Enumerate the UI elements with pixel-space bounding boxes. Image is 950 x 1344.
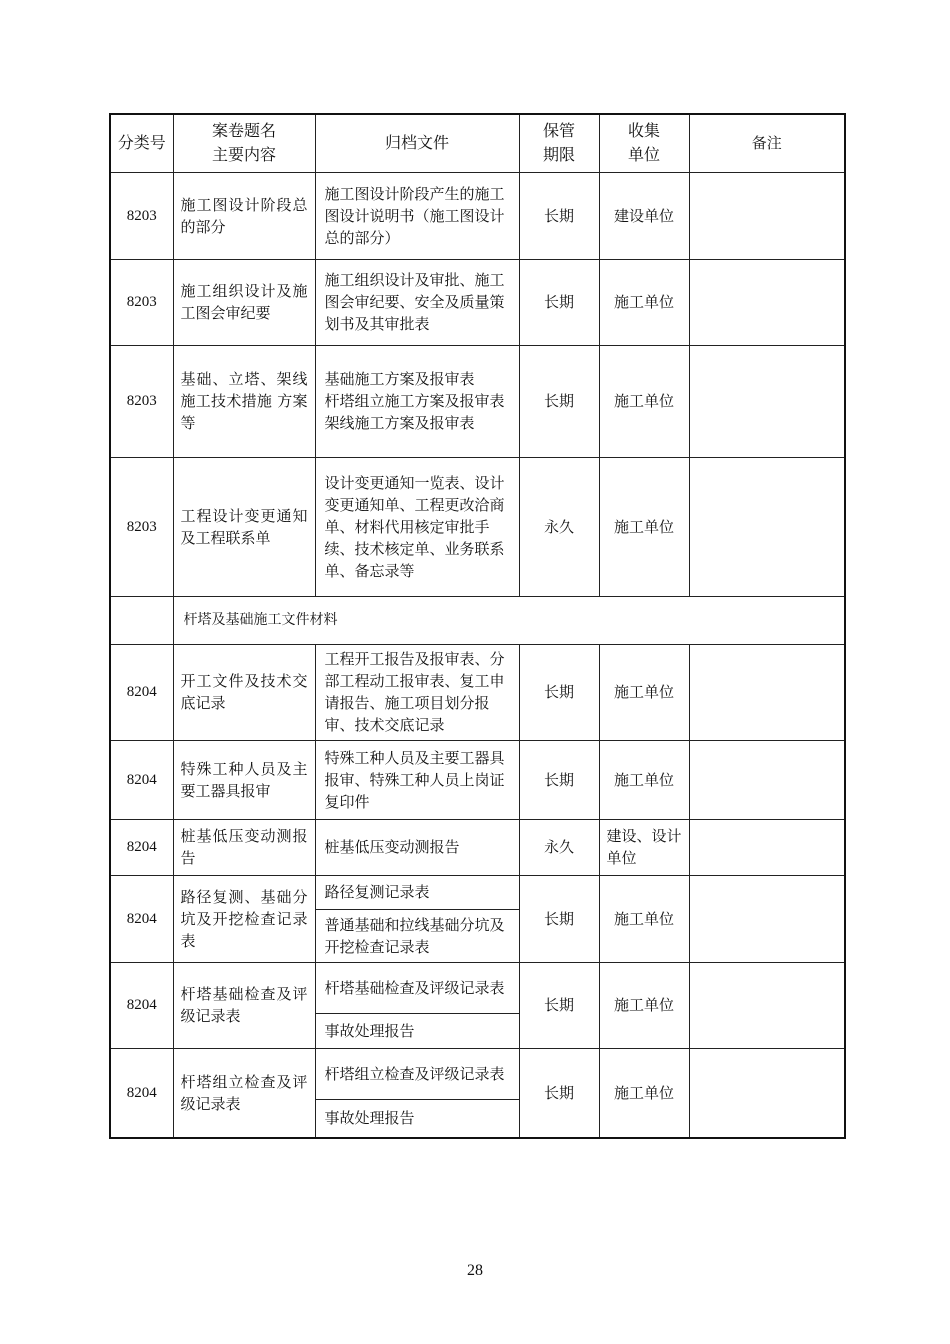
- row-collector: 施工单位: [599, 1048, 689, 1138]
- header-retention: 保管 期限: [519, 114, 599, 172]
- header-row: [110, 114, 845, 172]
- row-files: 普通基础和拉线基础分坑及开挖检查记录表: [315, 909, 519, 962]
- row-retention: 长期: [519, 875, 599, 962]
- row-files: 杆塔组立检查及评级记录表: [315, 1048, 519, 1099]
- row-files: 特殊工种人员及主要工器具报审、特殊工种人员上岗证复印件: [315, 740, 519, 819]
- row-remarks: [689, 1048, 845, 1138]
- table-row: [110, 819, 845, 875]
- table-row: [110, 457, 845, 596]
- row-retention: 永久: [519, 819, 599, 875]
- row-retention: 长期: [519, 259, 599, 345]
- row-remarks: [689, 172, 845, 259]
- row-collector: 施工单位: [599, 875, 689, 962]
- row-collector: 施工单位: [599, 457, 689, 596]
- row-files: 工程开工报告及报审表、分部工程动工报审表、复工申请报告、施工项目划分报审、技术交底记录: [315, 644, 519, 740]
- section-title: 杆塔及基础施工文件材料: [173, 596, 845, 644]
- row-code: 8203: [110, 345, 173, 457]
- row-files: 杆塔基础检查及评级记录表: [315, 962, 519, 1013]
- page-number: 28: [467, 1262, 483, 1279]
- table-row: [110, 740, 845, 819]
- table-row: [110, 875, 845, 909]
- row-title: 工程设计变更通知及工程联系单: [173, 457, 315, 596]
- row-collector: 建设、设计单位: [599, 819, 689, 875]
- row-code: 8204: [110, 644, 173, 740]
- row-title: 施工组织设计及施工图会审纪要: [173, 259, 315, 345]
- row-remarks: [689, 457, 845, 596]
- row-retention: 长期: [519, 962, 599, 1048]
- row-code: 8203: [110, 259, 173, 345]
- row-code: 8204: [110, 962, 173, 1048]
- header-code: 分类号: [110, 114, 173, 172]
- row-remarks: [689, 875, 845, 962]
- row-collector: 施工单位: [599, 962, 689, 1048]
- row-files: 桩基低压变动测报告: [315, 819, 519, 875]
- row-code: 8204: [110, 740, 173, 819]
- header-title: 案卷题名 主要内容: [173, 114, 315, 172]
- row-title: 桩基低压变动测报告: [173, 819, 315, 875]
- row-files: 基础施工方案及报审表 杆塔组立施工方案及报审表 架线施工方案及报审表: [315, 345, 519, 457]
- row-code: 8203: [110, 457, 173, 596]
- row-files: 施工图设计阶段产生的施工图设计说明书（施工图设计总的部分）: [315, 172, 519, 259]
- row-remarks: [689, 259, 845, 345]
- row-remarks: [689, 962, 845, 1048]
- row-remarks: [689, 819, 845, 875]
- row-files: 事故处理报告: [315, 1099, 519, 1138]
- table-row: [110, 345, 845, 457]
- row-files: 路径复测记录表: [315, 875, 519, 909]
- row-collector: 建设单位: [599, 172, 689, 259]
- table-row: [110, 644, 845, 740]
- row-title: 路径复测、基础分坑及开挖检查记录表: [173, 875, 315, 962]
- header-collector: 收集 单位: [599, 114, 689, 172]
- row-files: 施工组织设计及审批、施工图会审纪要、安全及质量策划书及其审批表: [315, 259, 519, 345]
- table-row: [110, 172, 845, 259]
- row-collector: 施工单位: [599, 644, 689, 740]
- row-code: 8204: [110, 819, 173, 875]
- row-remarks: [689, 345, 845, 457]
- row-title: 基础、立塔、架线施工技术措施 方案等: [173, 345, 315, 457]
- row-retention: 永久: [519, 457, 599, 596]
- row-title: 特殊工种人员及主要工器具报审: [173, 740, 315, 819]
- row-collector: 施工单位: [599, 740, 689, 819]
- row-title: 杆塔组立检查及评级记录表: [173, 1048, 315, 1138]
- row-collector: 施工单位: [599, 345, 689, 457]
- row-files: 设计变更通知一览表、设计变更通知单、工程更改洽商单、材料代用核定审批手续、技术核定单、业务联系单、备忘录等: [315, 457, 519, 596]
- section-row: [110, 596, 845, 644]
- archive-table: [109, 113, 846, 1139]
- row-code: 8204: [110, 875, 173, 962]
- row-files: 事故处理报告: [315, 1013, 519, 1048]
- row-collector: 施工单位: [599, 259, 689, 345]
- row-code: 8203: [110, 172, 173, 259]
- row-title: 施工图设计阶段总的部分: [173, 172, 315, 259]
- header-remarks: 备注: [689, 114, 845, 172]
- row-code: 8204: [110, 1048, 173, 1138]
- row-retention: 长期: [519, 1048, 599, 1138]
- row-retention: 长期: [519, 644, 599, 740]
- row-remarks: [689, 644, 845, 740]
- table-row: [110, 962, 845, 1013]
- row-retention: 长期: [519, 740, 599, 819]
- row-retention: 长期: [519, 172, 599, 259]
- table-row: [110, 259, 845, 345]
- section-code-cell: [110, 596, 173, 644]
- row-title: 杆塔基础检查及评级记录表: [173, 962, 315, 1048]
- header-files: 归档文件: [315, 114, 519, 172]
- table-row: [110, 1048, 845, 1099]
- row-title: 开工文件及技术交底记录: [173, 644, 315, 740]
- row-retention: 长期: [519, 345, 599, 457]
- row-remarks: [689, 740, 845, 819]
